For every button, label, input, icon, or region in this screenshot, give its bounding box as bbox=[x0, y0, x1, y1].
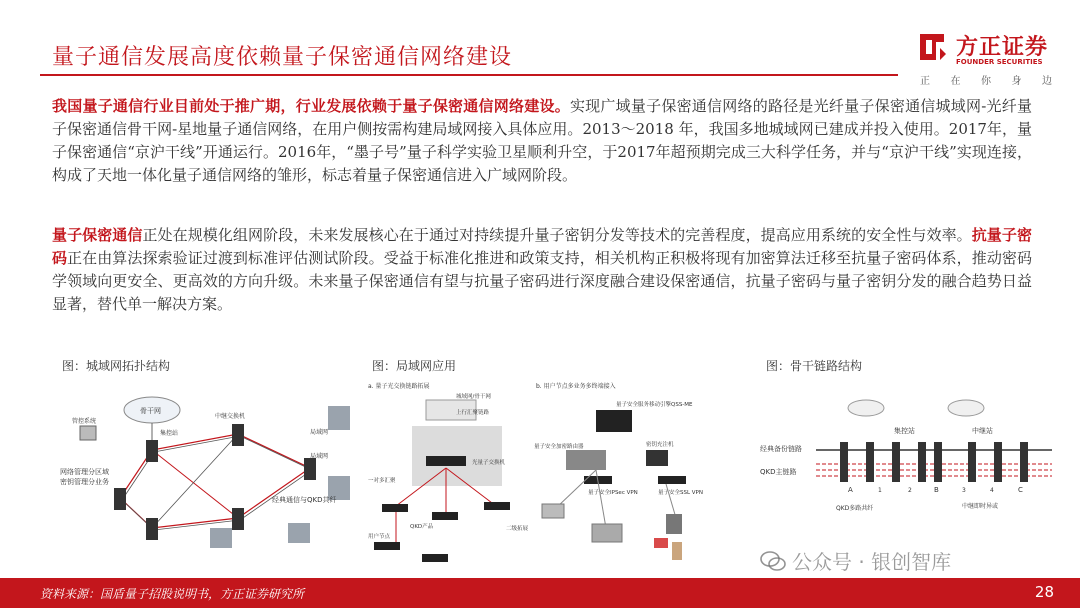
label-multi-fiber: QKD多路共纤 bbox=[836, 505, 874, 512]
page-number: 28 bbox=[1034, 583, 1054, 601]
node-rack-icon bbox=[146, 518, 158, 540]
paragraph-text: 正处在规模化组网阶段，未来发展核心在于通过对持续提升量子密钥分发等技术的完善程度，提高应用系统的安全性与效率。 bbox=[142, 226, 972, 244]
label-second-level: 二级拓展 bbox=[506, 526, 529, 532]
footer-source: 资料来源：国盾量子招股说明书，方正证券研究所 bbox=[40, 587, 305, 601]
label-one-to-many: 一对多汇聚 bbox=[368, 478, 396, 484]
qkd-device-icon bbox=[382, 504, 408, 512]
company-logo bbox=[916, 30, 1056, 86]
paragraph-text: 实现广域量子保密通信网络的路径是光纤量子保密通信城域网-光纤量子保密通信骨干网-星地量子通信网络，在用户侧按需构建局域网接入具体应用。2013～2018 年，我国多地城域网已建成并投入使用。2017年，量子保密通信“京沪干线”开通运行。2016年，“墨子号”量子科学实验卫星顺利升空，于2017年超预期完成三大科学任务，并与“京沪干线”实现连接，构成了天地一体化量子通信网络的雏形，标志着量子保密通信进入广域网阶段。 bbox=[52, 97, 1032, 184]
qkd-device-icon bbox=[422, 554, 448, 562]
label-backbone: 骨干网 bbox=[140, 407, 161, 415]
node-rack-icon bbox=[114, 488, 126, 510]
laptop-icon bbox=[592, 524, 622, 542]
label-control-station: 集控站 bbox=[160, 430, 179, 437]
label-control-station: 集控站 bbox=[894, 427, 915, 435]
metro-topology-diagram bbox=[60, 378, 360, 553]
label-metro: 城域网/骨干网 bbox=[456, 394, 491, 400]
figure-caption-backbone: 图：骨干链路结构 bbox=[766, 359, 863, 373]
mobile-engine-icon bbox=[596, 410, 632, 432]
link-line bbox=[556, 470, 596, 508]
slogan-char: 身 bbox=[1011, 76, 1022, 87]
card-icon bbox=[654, 538, 668, 548]
relay-rack-icon bbox=[232, 424, 244, 446]
label-optical-switch: 光量子交换机 bbox=[472, 460, 506, 466]
page-title: 量子通信发展高度依赖量子保密通信网络建设 bbox=[52, 45, 513, 70]
label-relay-station: 中继站 bbox=[972, 427, 993, 435]
ssl-vpn-icon bbox=[658, 476, 686, 484]
node-rack-icon bbox=[304, 458, 316, 480]
qkd-device-icon bbox=[374, 542, 400, 550]
label-relay-switch: 中继交换机 bbox=[215, 413, 246, 420]
qkd-device-icon bbox=[484, 502, 510, 510]
node-rack-icon bbox=[918, 442, 926, 482]
figure-caption-lan: 图：局域网应用 bbox=[372, 359, 457, 373]
building-icon bbox=[210, 528, 232, 548]
label-network-zone: 网络管理分区域 bbox=[60, 468, 109, 476]
encryption-router-icon bbox=[566, 450, 606, 470]
label-panel-a: a. 量子光交换链路拓展 bbox=[368, 383, 430, 390]
slogan-char: 你 bbox=[981, 76, 991, 87]
title-divider bbox=[40, 74, 898, 76]
logo-slogan bbox=[920, 72, 1052, 87]
logo-chinese-name: 方正证券 bbox=[956, 35, 1049, 60]
node-rack-icon bbox=[994, 442, 1002, 482]
slogan-char: 边 bbox=[1042, 76, 1052, 87]
cross-link bbox=[152, 450, 238, 518]
cloud-icon bbox=[848, 400, 884, 416]
node-label-a: A bbox=[848, 486, 853, 494]
label-lan: 局域网 bbox=[310, 453, 329, 460]
hop-label: 1 bbox=[878, 487, 882, 494]
label-uplink: 上行汇聚链路 bbox=[456, 410, 490, 416]
label-qkd-product: QKD产品 bbox=[410, 524, 434, 530]
wechat-watermark bbox=[760, 546, 951, 575]
backbone-link-diagram bbox=[756, 378, 1056, 523]
node-label-c: C bbox=[1018, 486, 1023, 494]
wechat-icon bbox=[760, 550, 786, 572]
node-rack-icon bbox=[866, 442, 874, 482]
handset-icon bbox=[672, 542, 682, 560]
keyword-post-quantum-crypto: 抗量子密码 bbox=[52, 226, 1032, 267]
hop-label: 2 bbox=[908, 487, 912, 494]
building-icon bbox=[288, 523, 310, 543]
label-user-node: 用户节点 bbox=[368, 534, 391, 540]
node-rack-icon bbox=[892, 442, 900, 482]
logo-english-name: FOUNDER SECURITIES bbox=[956, 58, 1043, 66]
paragraph-text: 正在由算法探索验证过渡到标准评估测试阶段。受益于标准化推进和政策支持，相关机构正积极将现有加密算法迁移至抗量子密码体系，推动密码学领域向更安全、更高效的方向升级。未来量子保密通信有望与抗量子密码进行深度融合建设保密通信，抗量子密码与量子密钥分发的融合趋势日益显著，替代单一解决方案。 bbox=[52, 249, 1032, 313]
cloud-icon bbox=[948, 400, 984, 416]
label-key-filler: 密钥充注机 bbox=[646, 442, 674, 448]
hop-label: 4 bbox=[990, 487, 994, 494]
antenna-icon bbox=[666, 514, 682, 534]
keyword-quantum-secure-comm: 量子保密通信 bbox=[52, 226, 143, 244]
label-qkd-main-link: QKD主链路 bbox=[760, 468, 797, 476]
optical-switch-icon bbox=[426, 456, 466, 466]
node-rack-icon bbox=[968, 442, 976, 482]
control-station-rack-icon bbox=[146, 440, 158, 462]
node-rack-icon bbox=[840, 442, 848, 482]
building-icon bbox=[328, 406, 350, 430]
paragraph-secure-comm bbox=[52, 224, 1032, 316]
label-ipsec-vpn: 量子安全IPSec VPN bbox=[588, 490, 638, 496]
label-relay-xor: 中继即时异或 bbox=[962, 503, 999, 510]
node-rack-icon bbox=[1020, 442, 1028, 482]
lan-application-diagram bbox=[366, 378, 726, 568]
label-management-system: 管控系统 bbox=[72, 418, 97, 425]
computer-icon bbox=[80, 426, 96, 440]
node-rack-icon bbox=[934, 442, 942, 482]
label-key-management: 密钥管理分业务 bbox=[60, 478, 109, 486]
figure-caption-metro: 图：城域网拓扑结构 bbox=[62, 359, 171, 373]
node-label-b: B bbox=[934, 486, 939, 494]
label-ssl-vpn: 量子安全SSL VPN bbox=[658, 490, 703, 496]
label-lan: 局域网 bbox=[310, 429, 329, 436]
node-rack-icon bbox=[232, 508, 244, 530]
paragraph-quantum-industry bbox=[52, 95, 1032, 187]
slogan-char: 正 bbox=[920, 76, 930, 87]
phone-icon bbox=[542, 504, 564, 518]
watermark-text: 公众号 · 银创智库 bbox=[792, 550, 952, 574]
founder-logo-icon bbox=[916, 30, 950, 64]
slogan-char: 在 bbox=[950, 76, 961, 87]
qkd-device-icon bbox=[432, 512, 458, 520]
label-shared-fiber: 经典通信与QKD共纤 bbox=[272, 496, 337, 504]
label-encryption-router: 量子安全加密路由器 bbox=[534, 444, 584, 450]
label-backup-link: 经典备份链路 bbox=[760, 445, 802, 453]
key-filler-icon bbox=[646, 450, 668, 466]
paragraph-highlight: 我国量子通信行业目前处于推广期，行业发展依赖于量子保密通信网络建设。 bbox=[52, 97, 570, 115]
hop-label: 3 bbox=[962, 487, 966, 494]
label-mobile-engine: 量子安全服务移动引擎QSS-ME bbox=[616, 402, 693, 408]
label-panel-b: b. 用户节点多业务多终端接入 bbox=[536, 383, 616, 390]
